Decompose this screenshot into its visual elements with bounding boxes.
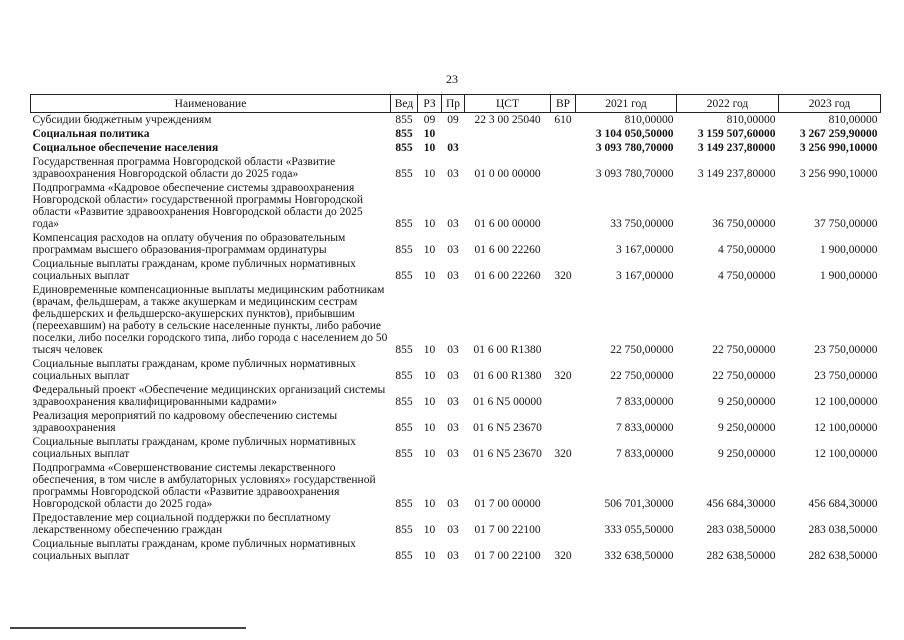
cell-pr: 09 [447,114,459,126]
cell-name: Подпрограмма «Совершенствование системы лекарственного обеспечения, в том числе в амбулаторных условиях» государственной программы Новгородской области «Развитие здравоохранения Новгородской области до 2025 года» [32,462,376,510]
table-header-row [31,95,881,113]
cell-2021: 333 055,50000 [604,524,674,536]
cell-rz: 10 [423,128,436,140]
cell-vr [551,141,576,155]
cell-2022: 9 250,00000 [718,422,776,434]
cell-pr: 03 [447,244,459,256]
cell-ved: 855 [395,142,413,154]
table-row [31,231,881,257]
cell-vr: 320 [554,270,572,282]
cell-2022: 36 750,00000 [712,218,776,230]
cell-rz: 10 [423,498,436,510]
footer-divider [10,627,246,629]
table-row [31,409,881,435]
cell-2023: 12 100,00000 [814,422,878,434]
cell-2022: 282 638,50000 [706,550,776,562]
cell-2021: 3 093 780,70000 [595,168,674,180]
cell-cst: 22 3 00 25040 [474,114,541,126]
header-rz: РЗ [418,95,442,113]
cell-pr: 03 [447,168,459,180]
cell-cst: 01 6 N5 23670 [473,448,542,460]
cell-2021: 7 833,00000 [616,396,674,408]
cell-pr: 03 [447,370,459,382]
cell-ved: 855 [395,128,413,140]
cell-cst: 01 6 00 00000 [474,218,541,230]
cell-cst [465,127,551,141]
cell-name: Подпрограмма «Кадровое обеспечение системы здравоохранения Новгородской области» государственной программы Новгородской области «Развитие здравоохранения Новгородской области до 2025 года» [32,182,364,230]
cell-2023: 456 684,30000 [808,498,878,510]
cell-ved: 855 [395,114,413,126]
cell-name: Социальные выплаты гражданам, кроме публичных нормативных социальных выплат [32,538,356,562]
cell-rz: 10 [423,218,436,230]
table-row [31,155,881,181]
cell-pr: 03 [447,344,459,356]
cell-vr [551,409,576,435]
cell-vr: 320 [554,448,572,460]
cell-name: Социальные выплаты гражданам, кроме публичных нормативных социальных выплат [32,358,356,382]
cell-name: Социальная политика [32,128,150,140]
cell-name: Федеральный проект «Обеспечение медицинских организаций системы здравоохранения квалифицированными кадрами» [32,384,386,408]
cell-ved: 855 [395,524,413,536]
cell-2023: 12 100,00000 [814,448,878,460]
table-row [31,283,881,357]
cell-name: Государственная программа Новгородской области «Развитие здравоохранения Новгородской области до 2025 года» [32,156,336,180]
cell-ved: 855 [395,370,413,382]
cell-2023: 3 267 259,90000 [799,128,878,140]
cell-rz: 10 [423,142,436,154]
cell-rz: 10 [423,244,436,256]
cell-cst: 01 6 N5 23670 [473,422,542,434]
header-cst: ЦСТ [465,95,551,113]
cell-2022: 3 149 237,80000 [697,142,776,154]
budget-table [30,94,881,563]
cell-2023: 23 750,00000 [814,344,878,356]
cell-vr [551,383,576,409]
header-2023: 2023 год [779,95,881,113]
table-row [31,257,881,283]
table-row [31,383,881,409]
page-number: 23 [446,72,458,86]
cell-2022: 3 159 507,60000 [697,128,776,140]
cell-cst [465,141,551,155]
cell-ved: 855 [395,244,413,256]
table-row [31,127,881,141]
cell-2022: 810,00000 [726,114,776,126]
cell-2021: 332 638,50000 [604,550,674,562]
cell-vr [551,231,576,257]
cell-2021: 22 750,00000 [610,344,674,356]
cell-2021: 810,00000 [624,114,674,126]
cell-2021: 3 167,00000 [616,244,674,256]
cell-cst: 01 0 00 00000 [474,168,541,180]
cell-2021: 506 701,30000 [604,498,674,510]
cell-vr: 320 [554,370,572,382]
cell-rz: 10 [423,396,436,408]
cell-ved: 855 [395,498,413,510]
cell-2022: 22 750,00000 [712,344,776,356]
cell-2023: 283 038,50000 [808,524,878,536]
cell-2022: 283 038,50000 [706,524,776,536]
cell-rz: 10 [423,270,436,282]
cell-vr: 610 [554,114,572,126]
cell-ved: 855 [395,422,413,434]
cell-2021: 22 750,00000 [610,370,674,382]
table-row [31,461,881,511]
cell-name: Реализация мероприятий по кадровому обеспечению системы здравоохранения [32,410,338,434]
cell-2021: 3 167,00000 [616,270,674,282]
cell-cst: 01 6 N5 00000 [473,396,542,408]
cell-rz: 10 [423,550,436,562]
cell-vr [551,283,576,357]
cell-2023: 3 256 990,10000 [799,168,878,180]
cell-2023: 1 900,00000 [820,244,878,256]
cell-pr: 03 [447,422,459,434]
cell-cst: 01 6 00 R1380 [473,370,542,382]
cell-cst: 01 7 00 22100 [474,524,541,536]
cell-pr: 03 [447,396,459,408]
cell-cst: 01 6 00 22260 [474,244,541,256]
cell-ved: 855 [395,448,413,460]
cell-rz: 10 [423,370,436,382]
cell-2022: 456 684,30000 [706,498,776,510]
cell-pr: 03 [447,498,459,510]
cell-ved: 855 [395,396,413,408]
table-row [31,511,881,537]
cell-2022: 4 750,00000 [718,244,776,256]
cell-pr: 03 [447,142,459,154]
cell-ved: 855 [395,218,413,230]
cell-pr: 03 [447,550,459,562]
table-row [31,181,881,231]
cell-rz: 09 [423,114,436,126]
cell-2023: 37 750,00000 [814,218,878,230]
cell-2022: 9 250,00000 [718,448,776,460]
cell-name: Социальное обеспечение населения [32,142,219,154]
cell-pr: 03 [447,448,459,460]
cell-name: Социальные выплаты гражданам, кроме публичных нормативных социальных выплат [32,436,356,460]
cell-2022: 4 750,00000 [718,270,776,282]
cell-2021: 3 093 780,70000 [595,142,674,154]
table-row [31,357,881,383]
cell-vr [551,461,576,511]
cell-2021: 7 833,00000 [616,422,674,434]
cell-vr: 320 [554,550,572,562]
header-pr: Пр [442,95,465,113]
cell-ved: 855 [395,270,413,282]
cell-2021: 33 750,00000 [610,218,674,230]
cell-ved: 855 [395,168,413,180]
table-row [31,141,881,155]
header-2022: 2022 год [677,95,779,113]
cell-name: Компенсация расходов на оплату обучения по образовательным программам высшего образования-программам ординатуры [32,232,346,256]
cell-name: Предоставление мер социальной поддержки по бесплатному лекарственному обеспечению граждан [32,512,331,536]
cell-cst: 01 7 00 00000 [474,498,541,510]
cell-2022: 3 149 237,80000 [697,168,776,180]
cell-2023: 23 750,00000 [814,370,878,382]
cell-name: Единовременные компенсационные выплаты медицинским работникам (врачам, фельдшерам, а также акушеркам и медицинским сестрам фельдшерских и фельдшерско-акушерских пунктов), прибывшим (переехавшим) на работу в сельские населенные пункты, либо рабочие поселки, либо поселки городского типа, либо города с населением до 50 тысяч человек [32,284,388,356]
cell-name: Субсидии бюджетным учреждениям [32,114,212,126]
cell-cst: 01 7 00 22100 [474,550,541,562]
cell-rz: 10 [423,168,436,180]
cell-2023: 12 100,00000 [814,396,878,408]
cell-2021: 7 833,00000 [616,448,674,460]
cell-vr [551,127,576,141]
header-vr: ВР [551,95,576,113]
cell-2022: 22 750,00000 [712,370,776,382]
cell-rz: 10 [423,422,436,434]
cell-2023: 1 900,00000 [820,270,878,282]
cell-cst: 01 6 00 R1380 [473,344,542,356]
cell-rz: 10 [423,344,436,356]
cell-pr: 03 [447,218,459,230]
cell-pr [442,127,465,141]
cell-cst: 01 6 00 22260 [474,270,541,282]
cell-name: Социальные выплаты гражданам, кроме публичных нормативных социальных выплат [32,258,356,282]
cell-ved: 855 [395,550,413,562]
table-row [31,537,881,563]
cell-rz: 10 [423,524,436,536]
cell-rz: 10 [423,448,436,460]
header-2021: 2021 год [576,95,677,113]
cell-2023: 810,00000 [828,114,878,126]
cell-2023: 282 638,50000 [808,550,878,562]
header-ved: Вед [391,95,418,113]
cell-ved: 855 [395,344,413,356]
cell-2022: 9 250,00000 [718,396,776,408]
cell-vr [551,181,576,231]
header-name: Наименование [31,95,391,113]
cell-vr [551,511,576,537]
cell-pr: 03 [447,524,459,536]
cell-2021: 3 104 050,50000 [595,128,674,140]
cell-2023: 3 256 990,10000 [799,142,878,154]
cell-pr: 03 [447,270,459,282]
table-body [31,113,881,564]
table-row [31,435,881,461]
table-row [31,113,881,128]
cell-vr [551,155,576,181]
